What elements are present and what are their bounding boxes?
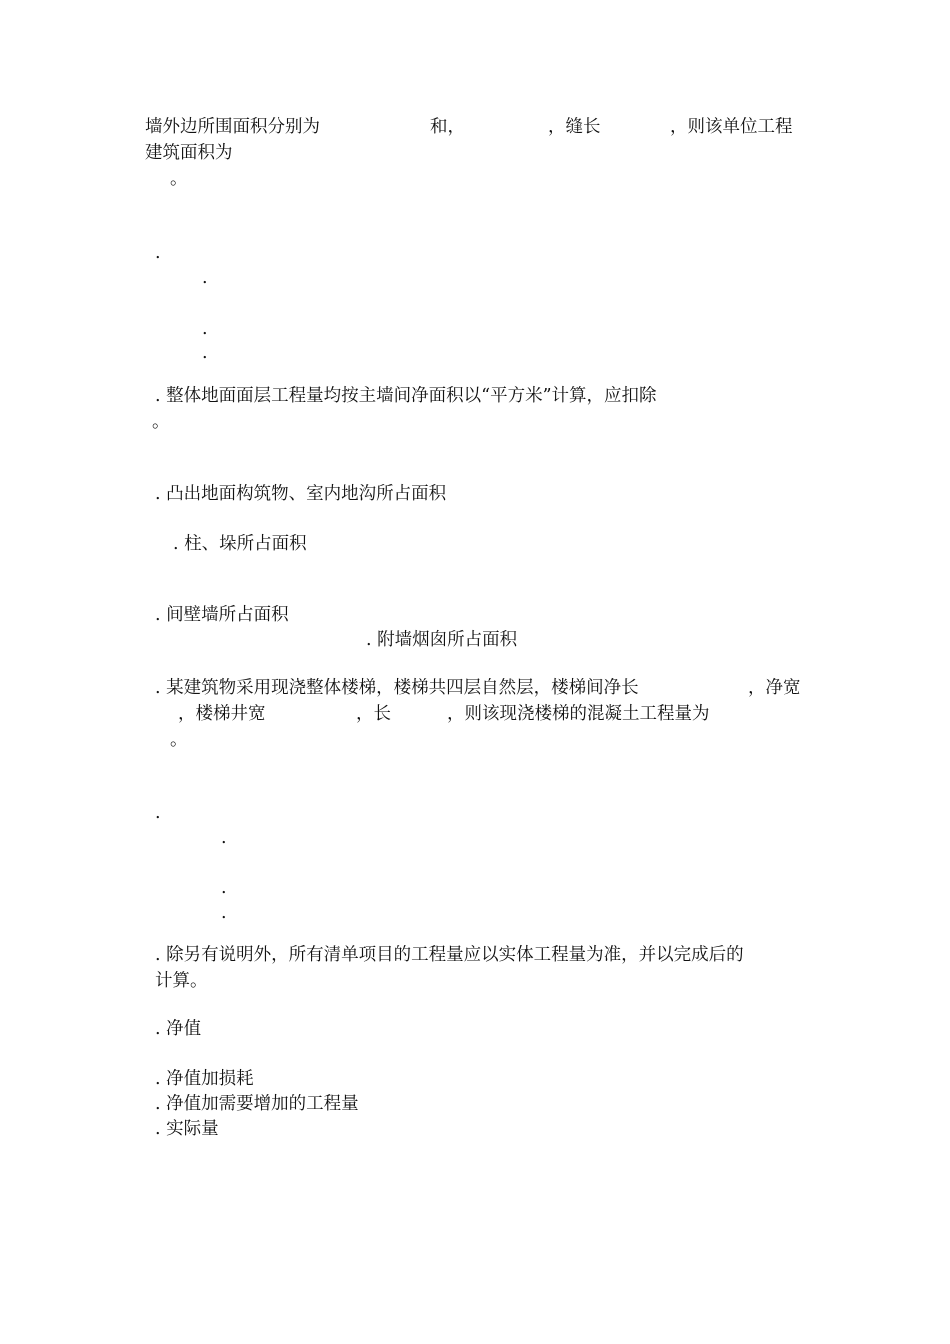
q4-option-b: . 净值加损耗 — [155, 1069, 254, 1089]
q4-option-d: . 实际量 — [155, 1119, 219, 1139]
q4-stem-line-1: . 除另有说明外，所有清单项目的工程量应以实体工程量为准，并以完成后的 — [155, 945, 744, 965]
q3-option-a: . — [155, 803, 161, 823]
q1-stem-part-2: 和， — [430, 117, 465, 137]
q2-option-a: . 凸出地面构筑物、室内地沟所占面积 — [155, 484, 447, 504]
q4-stem-line-2: 计算。 — [155, 971, 208, 991]
q2-option-d: . 附墙烟囱所占面积 — [366, 630, 518, 650]
q3-option-d: . — [221, 903, 227, 923]
q2-stem-line-2: 。 — [152, 412, 170, 432]
q1-stem-line-3: 。 — [170, 169, 188, 189]
q2-option-c: . 间壁墙所占面积 — [155, 605, 289, 625]
q1-option-a: . — [155, 243, 161, 263]
q3-stem-part-1: . 某建筑物采用现浇整体楼梯，楼梯共四层自然层，楼梯间净长 — [155, 678, 639, 698]
q1-option-b: . — [202, 268, 208, 288]
q1-option-d: . — [202, 343, 208, 363]
q3-stem-part-2: ，净宽 — [748, 678, 801, 698]
q4-option-a: . 净值 — [155, 1019, 202, 1039]
q3-option-c: . — [221, 878, 227, 898]
q3-option-b: . — [221, 828, 227, 848]
q3-stem-line-3: 。 — [170, 730, 188, 750]
q2-option-b: . 柱、垛所占面积 — [173, 534, 307, 554]
q2-stem-line-1: . 整体地面面层工程量均按主墙间净面积以“平方米”计算，应扣除 — [155, 386, 657, 406]
q1-stem-line-2: 建筑面积为 — [145, 143, 233, 163]
q1-stem-part-3: ，缝长 — [548, 117, 601, 137]
q1-option-c: . — [202, 319, 208, 339]
q3-stem-part-5: ，则该现浇楼梯的混凝土工程量为 — [447, 704, 710, 724]
q3-stem-part-4: ，长 — [356, 704, 391, 724]
q1-stem-part-1: 墙外边所围面积分别为 — [145, 117, 320, 137]
q3-stem-part-3: ，楼梯井宽 — [178, 704, 266, 724]
q1-stem-part-4: ，则该单位工程 — [670, 117, 793, 137]
q4-option-c: . 净值加需要增加的工程量 — [155, 1094, 359, 1114]
